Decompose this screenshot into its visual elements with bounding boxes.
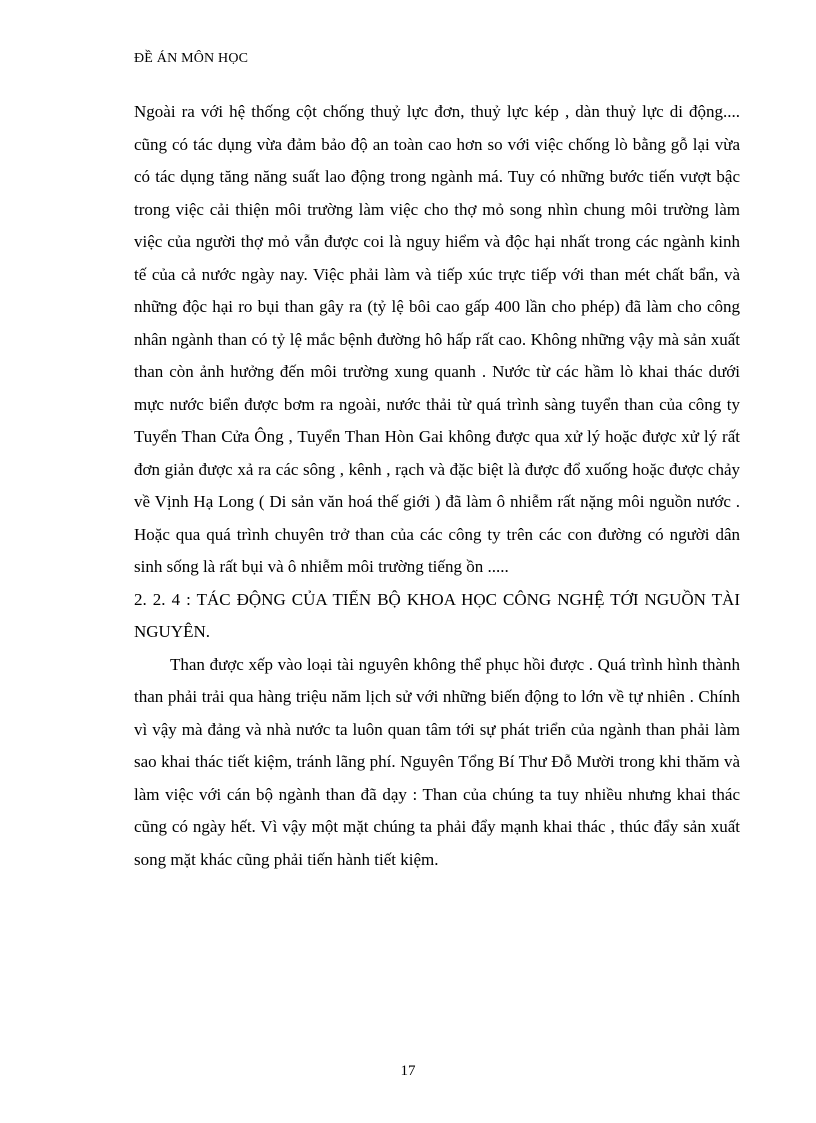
section-heading: 2. 2. 4 : TÁC ĐỘNG CỦA TIẾN BỘ KHOA HỌC CÔNG NGHỆ TỚI NGUỒN TÀI NGUYÊN. xyxy=(134,589,740,641)
page-header: ĐỀ ÁN MÔN HỌC xyxy=(134,51,249,66)
paragraph-mining-environment: Ngoài ra với hệ thống cột chống thuỷ lực đơn, thuỷ lực kép , dàn thuỷ lực di động.... cũng có tác dụng vừa đảm bảo độ an toàn cao hơn so với việc chống lò bằng gỗ lại vừa có tác dụng tăng năng suất lao động trong ngành má. Tuy có những bước tiến vượt bậc trong việc cải thiện môi trường làm việc cho thợ mỏ song nhìn chung môi trường làm việc của người thợ mỏ vẫn được coi là nguy hiểm và độc hại nhất trong các ngành kinh tế của cả nước ngày nay. Việc phải làm và tiếp xúc trực tiếp với than mét chất bẩn, và những độc hại ro bụi than gây ra (tỷ lệ bôi cao gấp 400 lần cho phép) đã làm cho công nhân ngành than có tỷ lệ mắc bệnh đường hô hấp rất cao. Không những vậy mà sản xuất than còn ảnh hưởng đến môi trường xung quanh . Nước từ các hầm lò khai thác dưới mực nước biển được bơm ra ngoài, nước thải từ quá trình sàng tuyển than của công ty Tuyển Than Cửa Ông , Tuyển Than Hòn Gai không được qua xử lý hoặc được xử lý rất đơn giản được xả ra các sông , kênh , rạch và đặc biệt là được đổ xuống hoặc được chảy về Vịnh Hạ Long ( Di sản văn hoá thế giới ) đã làm ô nhiễm rất nặng môi nguồn nước . Hoặc qua quá trình chuyên trở than của các công ty trên các con đường có người dân sinh sống là rất bụi và ô nhiễm môi trường tiếng ồn ..... xyxy=(134,102,740,576)
page-number: 17 xyxy=(400,1063,416,1079)
paragraph-coal-resources: Than được xếp vào loại tài nguyên không thể phục hồi được . Quá trình hình thành than phải trải qua hàng triệu năm lịch sử với những biến động to lớn về tự nhiên . Chính vì vậy mà đảng và nhà nước ta luôn quan tâm tới sự phát triển của ngành than phải làm sao khai thác tiết kiệm, tránh lãng phí. Nguyên Tổng Bí Thư Đỗ Mười trong khi thăm và làm việc với cán bộ ngành than đã dạy : Than của chúng ta tuy nhiều nhưng khai thác cũng có ngày hết. Vì vậy một mặt chúng ta phải đẩy mạnh khai thác , thúc đẩy sản xuất song mặt khác cũng phải tiến hành tiết kiệm. xyxy=(134,654,740,869)
document-body xyxy=(134,96,740,876)
